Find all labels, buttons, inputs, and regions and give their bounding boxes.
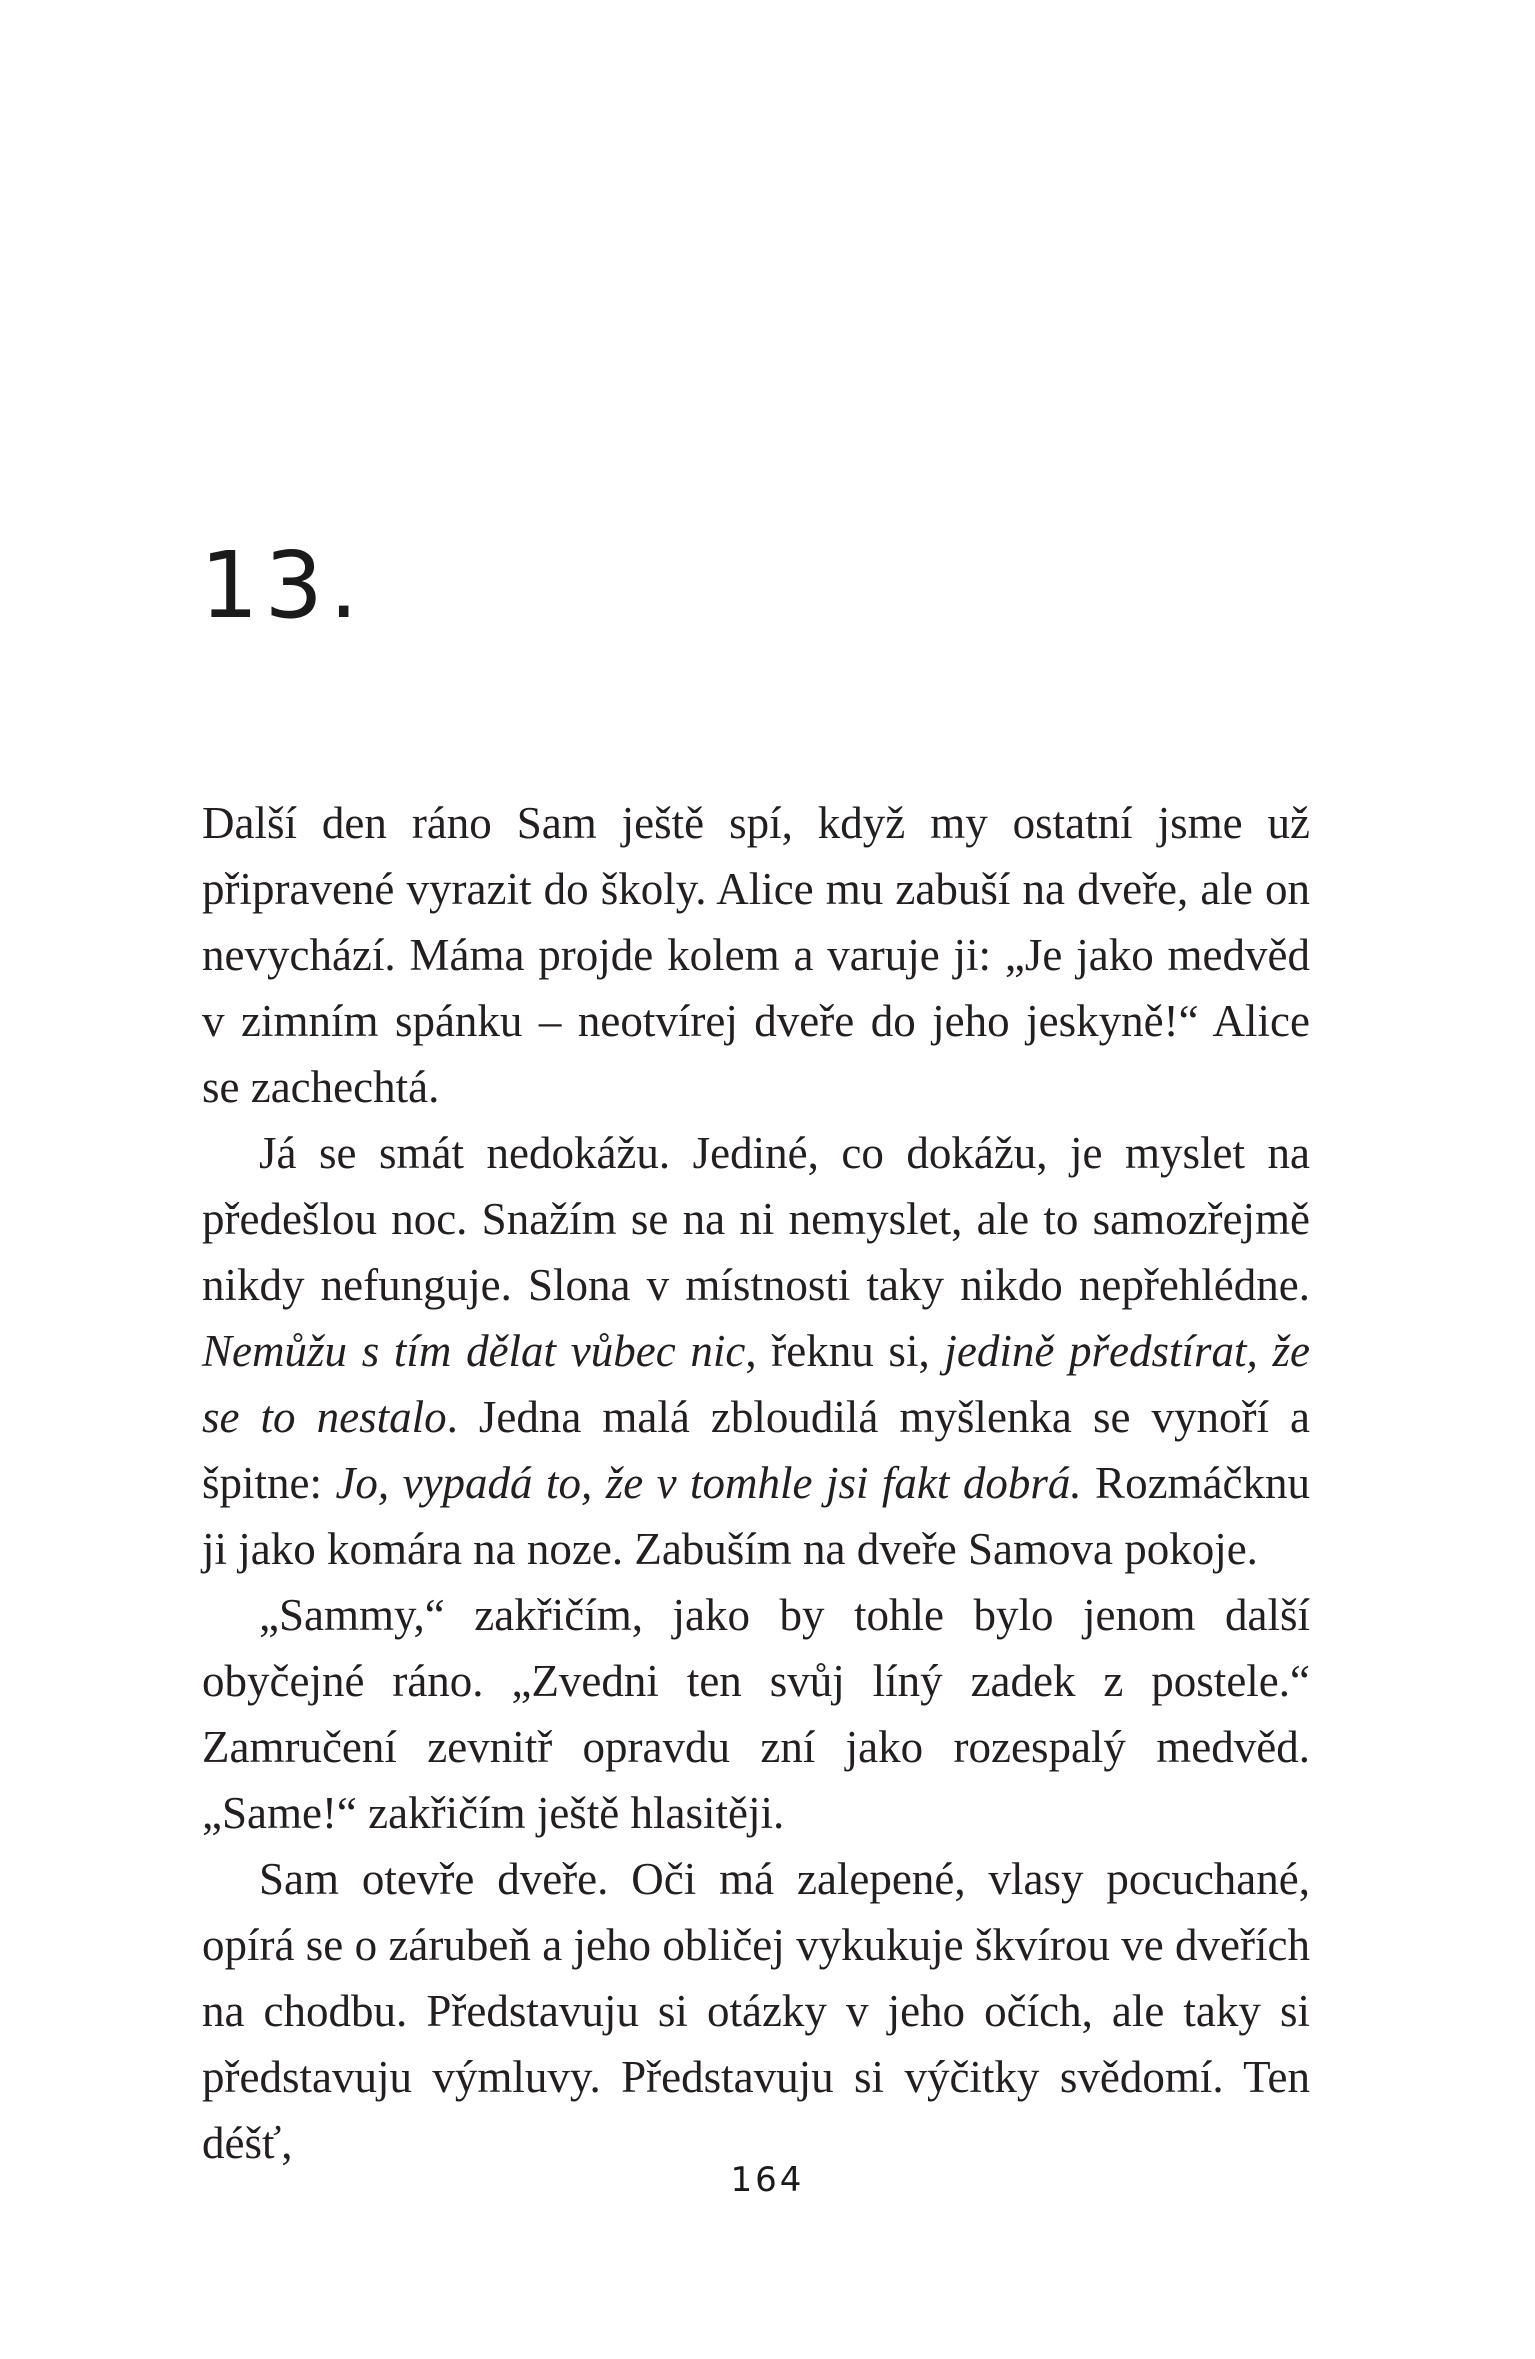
paragraph [202,790,1310,1120]
body-text [202,790,1310,2176]
text-segment: „Sammy,“ zakřičím, jako by tohle bylo jenom další obyčejné ráno. „Zvedni ten svůj líný zadek z postele.“ Zamručení zevnitř opravdu zní jako rozespalý medvěd. „Same!“ zakřičím ještě hlasitěji. [202,1590,1310,1838]
text-segment: , řeknu si, [745,1326,945,1376]
italic-text-segment: jedině předstírat, že se to nestalo [202,1326,1310,1442]
text-segment: Já se smát nedokážu. Jediné, co dokážu, je myslet na předešlou noc. Snažím se na ni nemyslet, ale to samozřejmě nikdy nefunguje. Slona v místnosti taky nikdo nepřehlédne. [202,1128,1310,1310]
italic-text-segment: Nemůžu s tím dělat vůbec nic [202,1326,746,1376]
text-segment: Další den ráno Sam ještě spí, když my ostatní jsme už připravené vyrazit do školy. Alice mu zabuší na dveře, ale on nevychází. Máma projde kolem a varuje ji: „Je jako medvěd v zimním spánku – neotvírej dveře do jeho jeskyně!“ Alice se zachechtá. [202,798,1310,1112]
italic-text-segment: Jo, vypadá to, že v tomhle jsi fakt dobrá. [335,1458,1082,1508]
text-segment: Rozmáčknu ji jako komára na noze. Zabuším na dveře Samova pokoje. [202,1458,1310,1574]
text-segment: Sam otevře dveře. Oči má zalepené, vlasy pocuchané, opírá se o zárubeň a jeho obličej vykukuje škvírou ve dveřích na chodbu. Představuju si otázky v jeho očích, ale taky si představuju výmluvy. Představuju si výčitky svědomí. Ten déšť, [202,1854,1310,2168]
chapter-number: 13. [200,532,365,639]
page-number: 164 [730,2160,805,2200]
paragraph [202,1120,1310,1582]
text-segment: . Jedna malá zbloudilá myšlenka se vynoří a špitne: [202,1392,1310,1508]
paragraph [202,1582,1310,1846]
paragraph [202,1846,1310,2176]
